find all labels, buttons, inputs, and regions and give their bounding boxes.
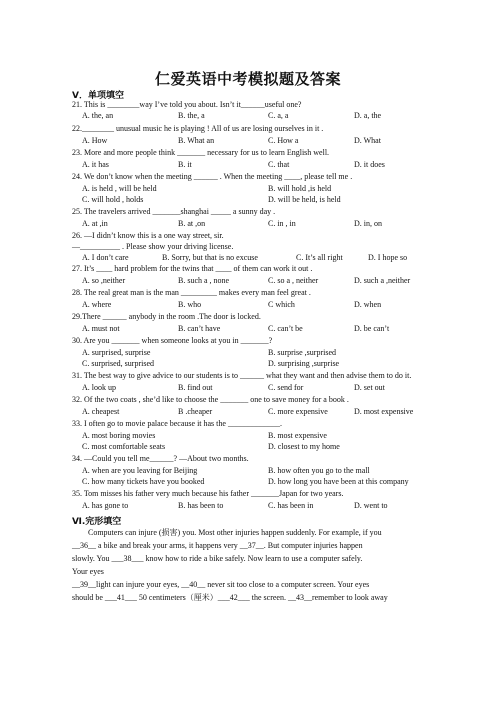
option: C. surprised, surprised bbox=[82, 359, 154, 368]
question-24: 24. We don’t know when the meeting ______ . When the meeting ____, please tell me . bbox=[72, 172, 353, 181]
question-30: 30. Are you _______ when someone looks at you in _______? bbox=[72, 336, 273, 345]
option: C. more expensive bbox=[268, 407, 328, 416]
option: D. I hope so bbox=[368, 253, 408, 262]
option: A. the, an bbox=[82, 111, 114, 120]
cloze-subheading: Your eyes bbox=[72, 567, 104, 576]
question-21: 21. This is ________way I’ve told you about. Isn’t it______useful one? bbox=[72, 100, 302, 109]
option: B. can’t have bbox=[178, 324, 221, 333]
question-25: 25. The travelers arrived _______shanghai _____ a sunny day . bbox=[72, 207, 276, 216]
section-heading-cloze: Ⅵ.完形填空 bbox=[72, 517, 122, 527]
question-26: 26. —I didn’t know this is a one way street, sir. bbox=[72, 231, 224, 240]
option: A. cheapest bbox=[82, 407, 120, 416]
option: C. send for bbox=[268, 383, 304, 392]
option: D. will be held, is held bbox=[268, 195, 341, 204]
option: D. be can’t bbox=[354, 324, 390, 333]
option: B. the, a bbox=[178, 111, 205, 120]
option: C. a, a bbox=[268, 111, 289, 120]
option: D. such a ,neither bbox=[354, 276, 411, 285]
option: A. it has bbox=[82, 160, 109, 169]
option: C. How a bbox=[268, 136, 299, 145]
option: B. it bbox=[178, 160, 192, 169]
option: B .cheaper bbox=[178, 407, 213, 416]
question-33: 33. I often go to movie palace because it has the _____________. bbox=[72, 419, 282, 428]
option: D. went to bbox=[354, 501, 388, 510]
option: B. What an bbox=[178, 136, 215, 145]
option: D. it does bbox=[354, 160, 385, 169]
option: B. will hold ,is held bbox=[268, 184, 332, 193]
option: B. who bbox=[178, 300, 202, 309]
option: C which bbox=[268, 300, 295, 309]
cloze-line: should be ___41___ 50 centimeters（厘米）___42___ the screen. __43__remember to look away bbox=[72, 593, 388, 602]
option: A. most boring movies bbox=[82, 431, 156, 440]
option: D. most expensive bbox=[354, 407, 414, 416]
option: A. at ,in bbox=[82, 219, 108, 228]
option: C. can’t be bbox=[268, 324, 303, 333]
question-34: 34. —Could you tell me______? —About two months. bbox=[72, 454, 249, 463]
question-22: 22.________ unusual music he is playing ! All of us are losing ourselves in it . bbox=[72, 124, 324, 133]
option: D. What bbox=[354, 136, 381, 145]
question-23: 23. More and more people think _______ necessary for us to learn English well. bbox=[72, 148, 330, 157]
option: B. such a , none bbox=[178, 276, 230, 285]
question-29: 29.There ______ anybody in the room .The door is locked. bbox=[72, 312, 261, 321]
cloze-line: __39__light can injure your eyes, __40__ never sit too close to a computer screen. Your eyes bbox=[72, 580, 370, 589]
option: A. so ,neither bbox=[82, 276, 126, 285]
option: D. in, on bbox=[354, 219, 382, 228]
question-31: 31. The best way to give advice to our students is to ______ what they want and then advise them to do it. bbox=[72, 371, 412, 380]
question-28: 28. The real great man is the man _________ makes every man feel great . bbox=[72, 288, 311, 297]
option: A. has gone to bbox=[82, 501, 129, 510]
cloze-line: slowly. You ___38___ know how to ride a bike safely. Now learn to use a computer safely. bbox=[72, 554, 363, 563]
option: A. when are you leaving for Beijing bbox=[82, 466, 198, 475]
question-27: 27. It’s ____ hard problem for the twins that ____ of them can work it out . bbox=[72, 264, 313, 273]
option: B. how often you go to the mall bbox=[268, 466, 370, 475]
option: A. surprised, surprise bbox=[82, 348, 151, 357]
option: B. find out bbox=[178, 383, 213, 392]
option: C. in , in bbox=[268, 219, 296, 228]
option: D. a, the bbox=[354, 111, 382, 120]
option: A. look up bbox=[82, 383, 116, 392]
option: B. most expensive bbox=[268, 431, 327, 440]
option: D. how long you have been at this company bbox=[268, 477, 409, 486]
option: B. has been to bbox=[178, 501, 224, 510]
option: C. most comfortable seats bbox=[82, 442, 166, 451]
option: D. set out bbox=[354, 383, 385, 392]
option: B. at ,on bbox=[178, 219, 206, 228]
cloze-line: __36__ a bike and break your arms, it happens very __37__. But computer injuries happen bbox=[72, 541, 363, 550]
page-title: 仁爱英语中考模拟题及答案 bbox=[154, 70, 341, 88]
option: C. how many tickets have you booked bbox=[82, 477, 205, 486]
option: A. How bbox=[82, 136, 108, 145]
option: A. where bbox=[82, 300, 112, 309]
question-35: 35. Tom misses his father very much because his father _______Japan for two years. bbox=[72, 489, 344, 498]
option: A. must not bbox=[82, 324, 120, 333]
question-32: 32. Of the two coats , she’d like to choose the _______ one to save money for a book . bbox=[72, 395, 349, 404]
option: D. surprising ,surprise bbox=[268, 359, 340, 368]
option: C. has been in bbox=[268, 501, 314, 510]
option: B. Sorry, but that is no excuse bbox=[162, 253, 258, 262]
option: C. so a , neither bbox=[268, 276, 319, 285]
option: C. will hold , holds bbox=[82, 195, 144, 204]
option: A. is held , will be held bbox=[82, 184, 157, 193]
option: B. surprise ,surprised bbox=[268, 348, 336, 357]
option: D. closest to my home bbox=[268, 442, 340, 451]
cloze-line: Computers can injure (损害) you. Most other injuries happen suddenly. For example, if you bbox=[88, 528, 382, 537]
option: C. It’s all right bbox=[296, 253, 343, 262]
option: A. I don’t care bbox=[82, 253, 129, 262]
option: C. that bbox=[268, 160, 290, 169]
question-26-reply: —__________ . Please show your driving license. bbox=[72, 242, 234, 251]
option: D. when bbox=[354, 300, 382, 309]
section-heading-single-choice: V．单项填空 bbox=[72, 91, 124, 101]
